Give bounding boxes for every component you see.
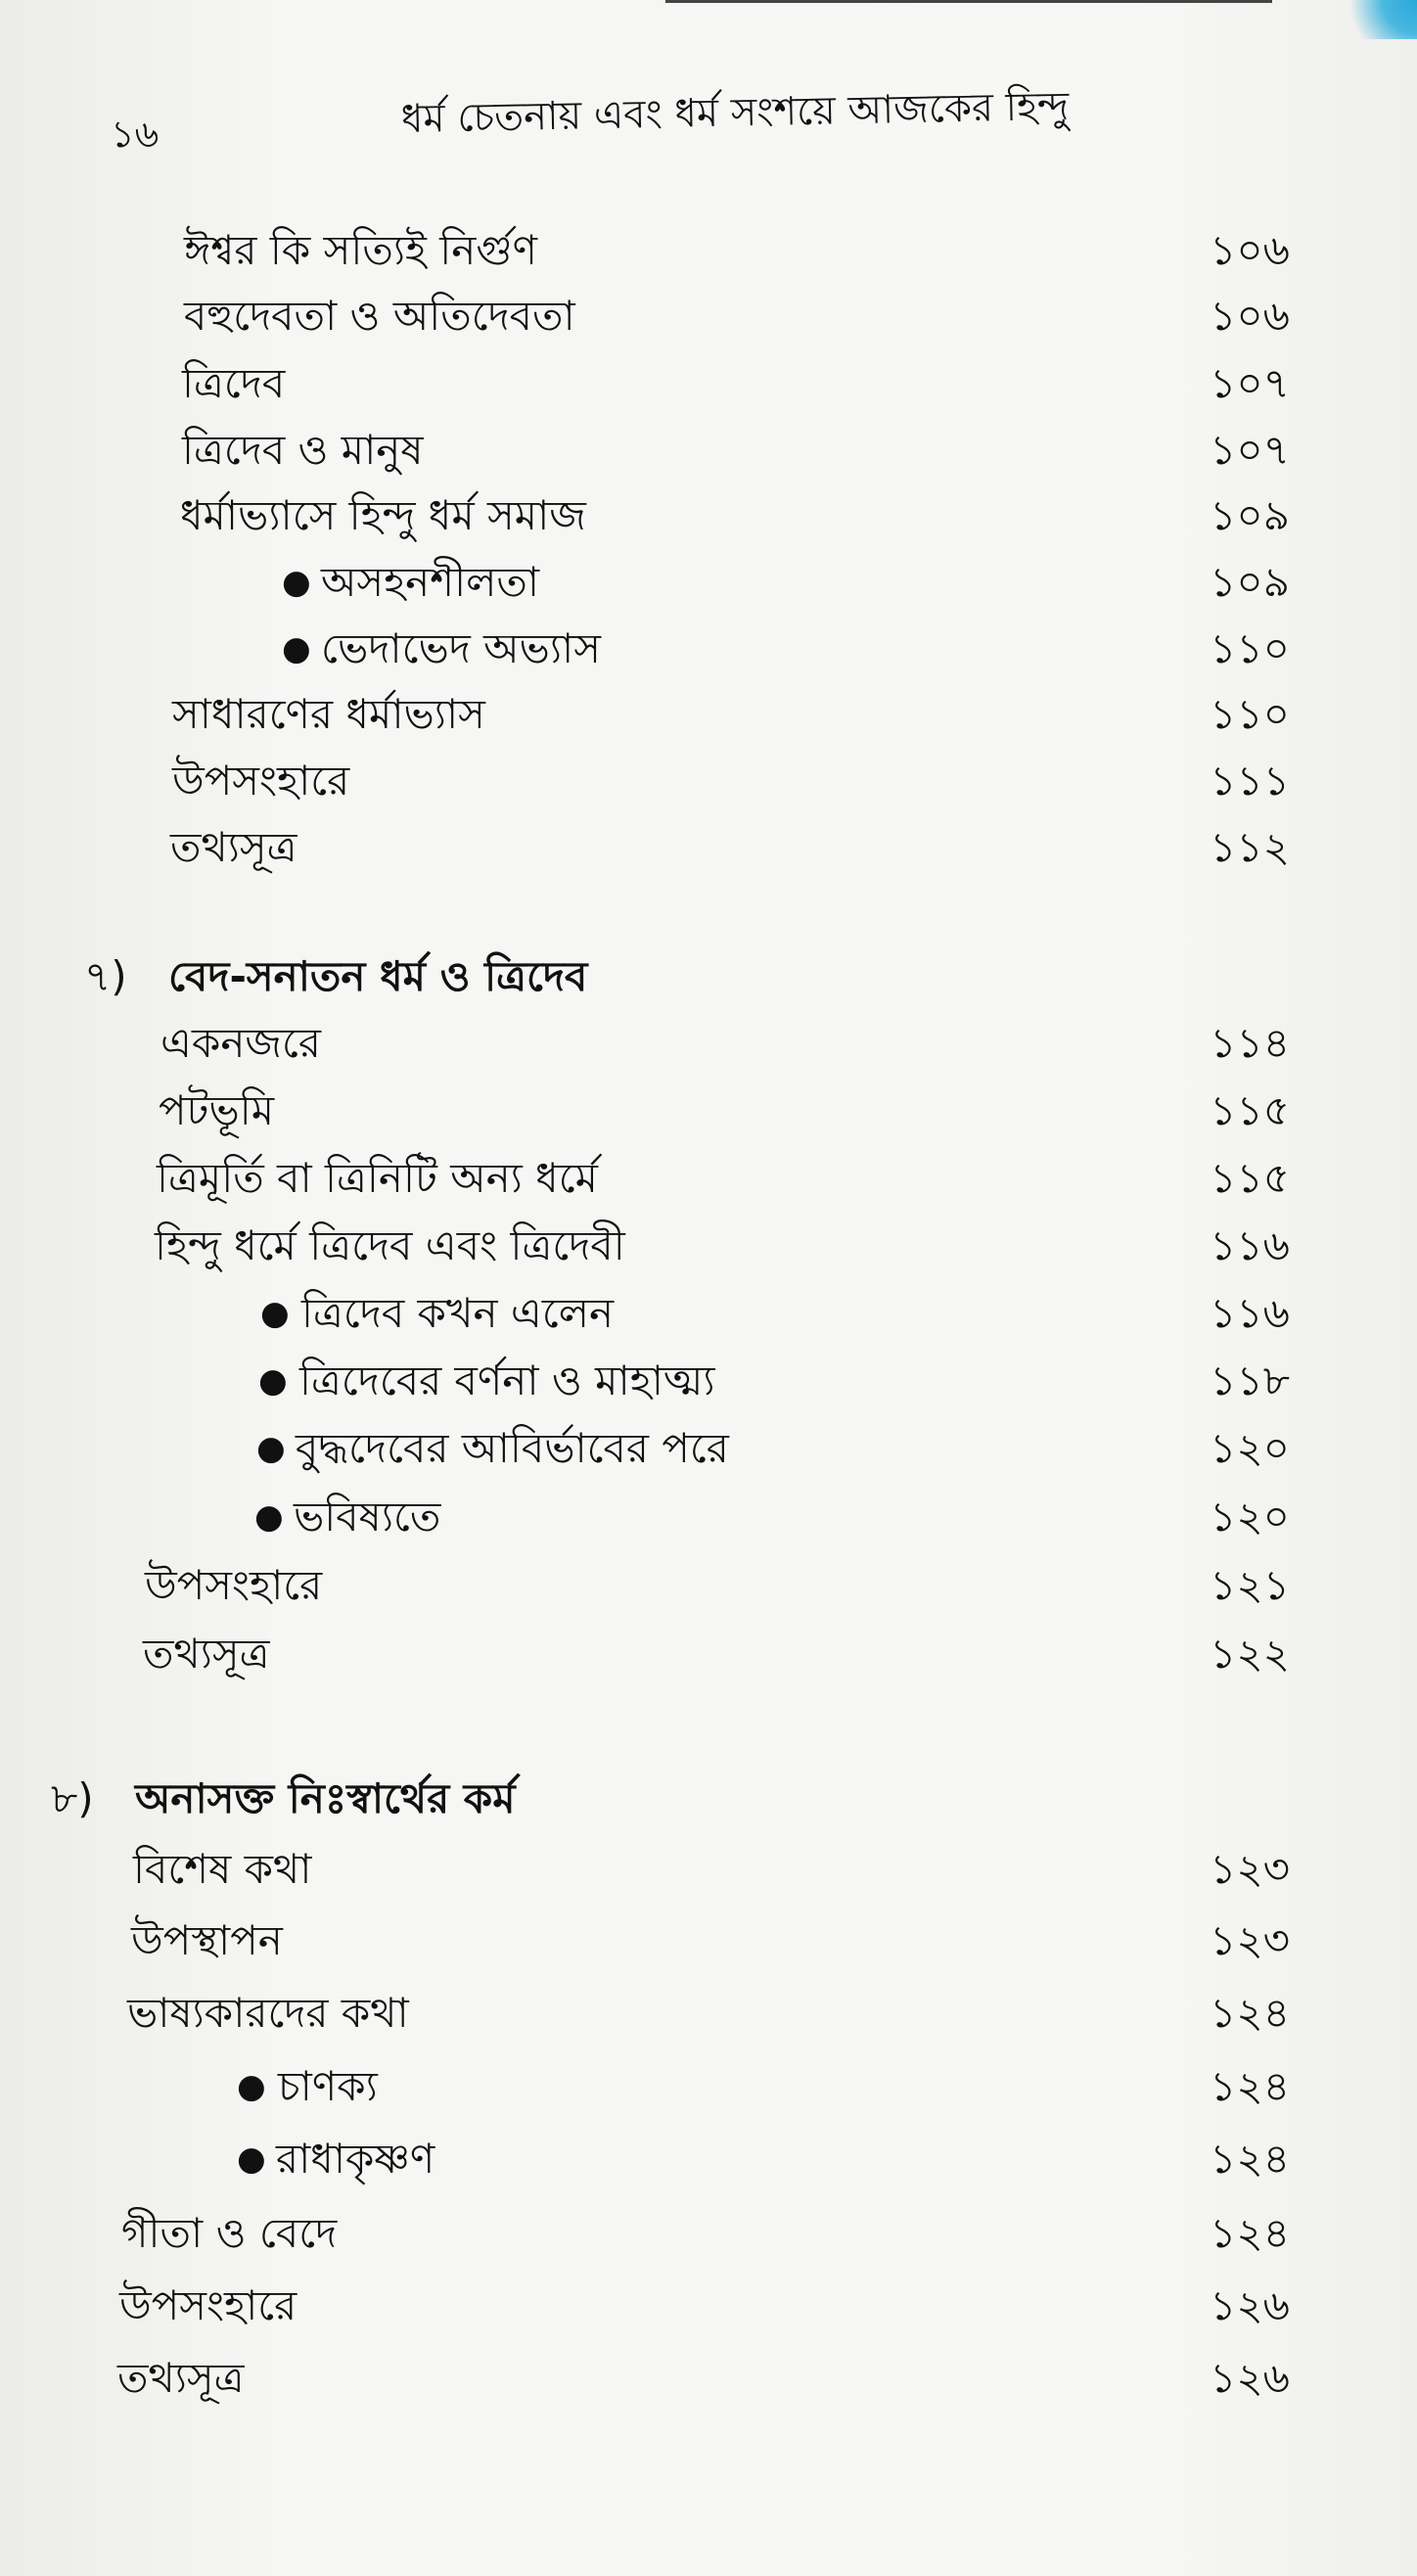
toc-entry-label: ভাষ্যকারদের কথা — [127, 1989, 409, 2037]
toc-chapter-heading — [0, 947, 1417, 1006]
toc-entry-page: ১২২ — [1210, 1630, 1290, 1678]
toc-entry — [0, 1149, 1417, 1208]
toc-entry-page: ১০৭ — [1210, 359, 1290, 407]
bullet-icon: ● — [260, 1294, 290, 1333]
toc-entry — [0, 486, 1417, 545]
toc-entry-label: উপসংহারে — [145, 1561, 323, 1609]
toc-entry-page: ১২৬ — [1210, 2281, 1290, 2329]
toc-entry-page: ১২০ — [1210, 1493, 1290, 1541]
toc-subentry — [0, 620, 1417, 678]
toc-entry-page: ১১৫ — [1210, 1086, 1290, 1134]
toc-entry-page: ১২৬ — [1210, 2354, 1290, 2402]
toc-entry — [0, 287, 1417, 345]
toc-entry-page: ১১০ — [1210, 690, 1290, 738]
toc-entry-label: তথ্যসূত্র — [117, 2354, 245, 2402]
toc-entry-page: ১১৫ — [1210, 1154, 1290, 1202]
toc-entry-label: বুদ্ধদেবের আবির্ভাবের পরে — [296, 1424, 729, 1472]
toc-entry-label: বহুদেবতা ও অতিদেবতা — [184, 292, 575, 340]
toc-entry-page: ১১৮ — [1210, 1357, 1290, 1404]
toc-entry — [0, 1984, 1417, 2043]
bullet-icon: ● — [256, 1429, 286, 1468]
toc-entry — [0, 2277, 1417, 2335]
toc-subentry — [0, 553, 1417, 612]
toc-subentry — [0, 1419, 1417, 1478]
toc-entry — [0, 1081, 1417, 1140]
running-title: ধর্ম চেতনায় এবং ধর্ম সংশয়ে আজকের হিন্দু — [400, 83, 1070, 142]
toc-subentry — [0, 1352, 1417, 1410]
bullet-icon: ● — [237, 2067, 266, 2106]
toc-entry — [0, 421, 1417, 480]
toc-entry-label: হিন্দু ধর্মে ত্রিদেব এবং ত্রিদেবী — [155, 1221, 625, 1269]
chapter-title: বেদ-সনাতন ধর্ম ও ত্রিদেব — [168, 952, 588, 1000]
toc-entry-label: অসহনশীলতা — [321, 558, 540, 606]
toc-entry-label: উপসংহারে — [119, 2281, 297, 2329]
toc-entry — [0, 354, 1417, 413]
toc-entry — [0, 221, 1417, 280]
toc-entry — [0, 1556, 1417, 1615]
toc-entry — [0, 818, 1417, 877]
toc-entry — [0, 2349, 1417, 2408]
toc-entry-page: ১২৪ — [1210, 2062, 1290, 2110]
toc-entry — [0, 752, 1417, 810]
toc-entry-page: ১২৩ — [1210, 1845, 1290, 1893]
bullet-icon: ● — [254, 1497, 284, 1537]
toc-entry-label: ত্রিদেব — [182, 359, 286, 407]
chapter-number: ৮) — [51, 1774, 94, 1822]
toc-entry-page: ১১৬ — [1210, 1221, 1290, 1269]
toc-entry-label: তথ্যসূত্র — [170, 823, 297, 871]
toc-entry-page: ১১২ — [1210, 823, 1290, 871]
chapter-number: ৭) — [84, 952, 127, 1000]
toc-entry-page: ১১৪ — [1210, 1019, 1290, 1067]
toc-entry-page: ১০৬ — [1210, 292, 1290, 340]
page-corner-shadow — [1329, 0, 1417, 39]
toc-entry-page: ১১৬ — [1210, 1289, 1290, 1337]
toc-entry-page: ১১০ — [1210, 624, 1290, 672]
toc-entry-label: ত্রিদেব কখন এলেন — [301, 1289, 615, 1337]
toc-entry-label: একনজরে — [160, 1019, 321, 1067]
toc-entry-label: ভেদাভেদ অভ্যাস — [321, 624, 601, 672]
toc-entry-label: উপসংহারে — [172, 757, 350, 805]
toc-entry-label: গীতা ও বেদে — [121, 2209, 338, 2257]
page-number: ১৬ — [111, 113, 160, 156]
bullet-icon: ● — [282, 629, 311, 668]
toc-entry-label: ঈশ্বর কি সত্যিই নির্গুণ — [184, 226, 537, 274]
toc-entry-label: ভবিষ্যতে — [294, 1493, 441, 1541]
toc-entry — [0, 1911, 1417, 1970]
toc-entry-page: ১২৪ — [1210, 2209, 1290, 2257]
toc-entry-label: ত্রিমূর্তি বা ত্রিনিটি অন্য ধর্মে — [157, 1154, 598, 1202]
toc-entry-page: ১২৪ — [1210, 2135, 1290, 2183]
toc-entry — [0, 685, 1417, 744]
toc-subentry — [0, 2130, 1417, 2188]
bullet-icon: ● — [237, 2139, 266, 2179]
toc-entry-page: ১২৩ — [1210, 1916, 1290, 1964]
toc-entry-page: ১০৯ — [1210, 558, 1290, 606]
toc-subentry — [0, 1488, 1417, 1546]
toc-entry — [0, 2204, 1417, 2263]
toc-subentry — [0, 1284, 1417, 1343]
toc-entry-page: ১২০ — [1210, 1424, 1290, 1472]
toc-entry — [0, 1625, 1417, 1683]
toc-entry-label: সাধারণের ধর্মাভ্যাস — [172, 690, 485, 738]
toc-entry-page: ১১১ — [1210, 757, 1290, 805]
bullet-icon: ● — [258, 1361, 288, 1401]
toc-entry-page: ১০৯ — [1210, 491, 1290, 539]
toc-entry — [0, 1217, 1417, 1275]
toc-entry-page: ১২১ — [1210, 1561, 1290, 1609]
toc-entry-label: তথ্যসূত্র — [143, 1630, 270, 1678]
toc-entry-label: রাধাকৃষ্ণণ — [276, 2135, 435, 2183]
toc-entry-label: পটভূমি — [159, 1086, 275, 1134]
toc-entry — [0, 1014, 1417, 1073]
toc-entry-label: ত্রিদেব ও মানুষ — [182, 426, 424, 474]
toc-entry — [0, 1840, 1417, 1899]
toc-entry-label: ধর্মাভ্যাসে হিন্দু ধর্ম সমাজ — [180, 491, 586, 539]
toc-entry-page: ১০৬ — [1210, 226, 1290, 274]
toc-subentry — [0, 2057, 1417, 2116]
toc-entry-page: ১২৪ — [1210, 1989, 1290, 2037]
toc-entry-label: বিশেষ কথা — [133, 1845, 312, 1893]
bullet-icon: ● — [282, 563, 311, 602]
top-edge-line — [665, 0, 1272, 3]
toc-entry-label: উপস্থাপন — [131, 1916, 283, 1964]
toc-entry-label: ত্রিদেবের বর্ণনা ও মাহাত্ম্য — [299, 1357, 715, 1404]
toc-entry-label: চাণক্য — [278, 2062, 378, 2110]
toc-entry-page: ১০৭ — [1210, 426, 1290, 474]
chapter-title: অনাসক্ত নিঃস্বার্থের কর্ম — [135, 1774, 516, 1822]
toc-chapter-heading — [0, 1770, 1417, 1828]
